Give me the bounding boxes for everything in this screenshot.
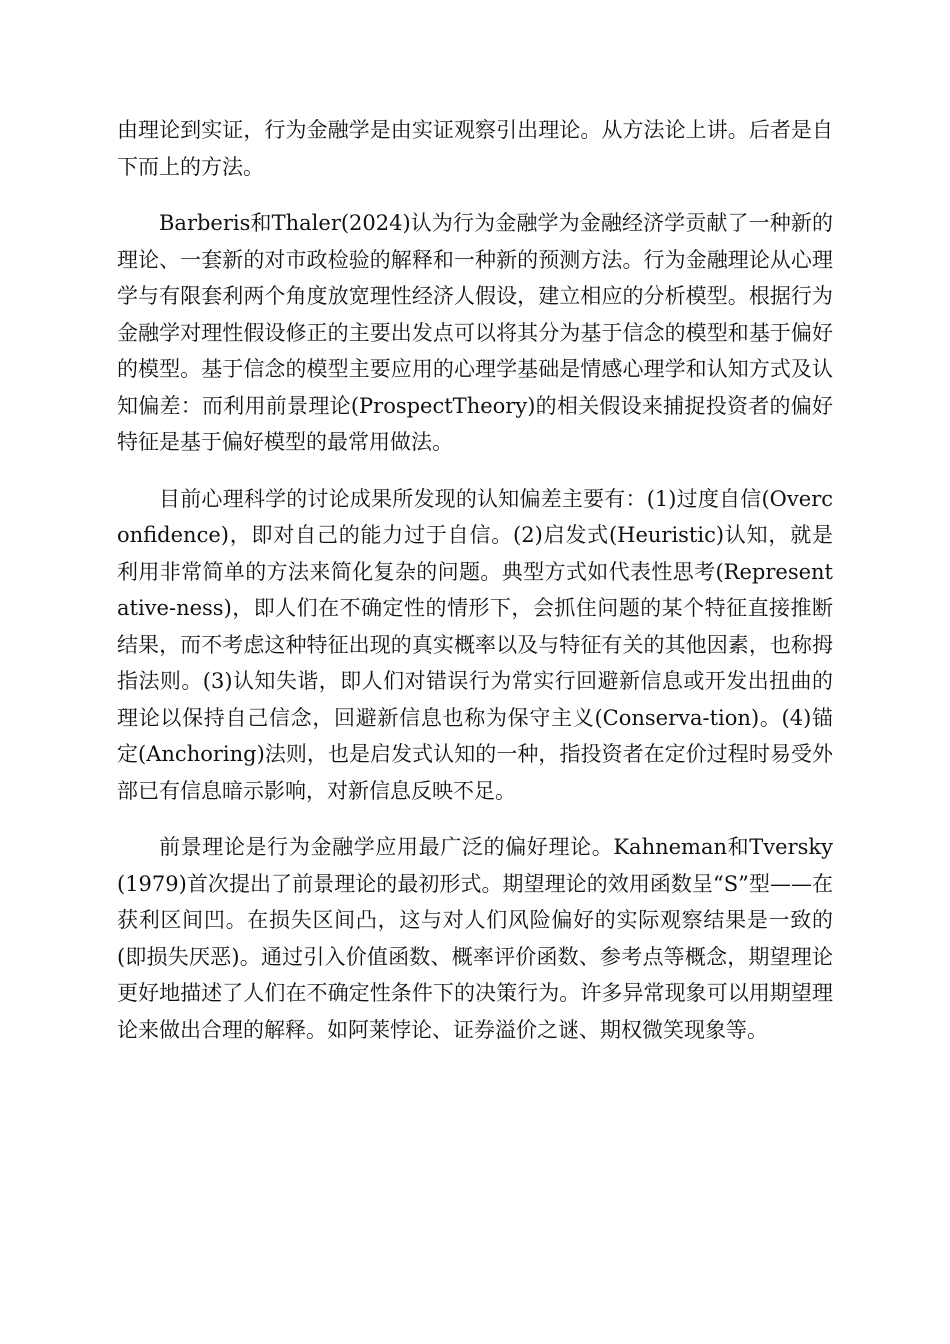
paragraph-2: Barberis和Thaler(2024)认为行为金融学为金融经济学贡献了一种新的理论、一套新的对市政检验的解释和一种新的预测方法。行为金融理论从心理学与有限套利两个角度放宽理性经济人假设，建立相应的分析模型。根据行为金融学对理性假设修正的主要出发点可以将其分为基于信念的模型和基于偏好的模型。基于信念的模型主要应用的心理学基础是情感心理学和认知方式及认知偏差：而利用前景理论(ProspectTheory)的相关假设来捕捉投资者的偏好特征是基于偏好模型的最常用做法。 <box>117 211 833 454</box>
paragraph-1: 由理论到实证，行为金融学是由实证观察引出理论。从方法论上讲。后者是自下而上的方法。 <box>117 118 833 179</box>
document-page <box>117 112 833 1068</box>
paragraph-4: 前景理论是行为金融学应用最广泛的偏好理论。Kahneman和Tversky(1979)首次提出了前景理论的最初形式。期望理论的效用函数呈“S”型——在获利区间凹。在损失区间凸，这与对人们风险偏好的实际观察结果是一致的(即损失厌恶)。通过引入价值函数、概率评价函数、参考点等概念，期望理论更好地描述了人们在不确定性条件下的决策行为。许多异常现象可以用期望理论来做出合理的解释。如阿莱悖论、证券溢价之谜、期权微笑现象等。 <box>117 835 833 1042</box>
paragraph-3: 目前心理科学的讨论成果所发现的认知偏差主要有：(1)过度自信(Overconfidence)，即对自己的能力过于自信。(2)启发式(Heuristic)认知，就是利用非常简单的方法来简化复杂的问题。典型方式如代表性思考(Representative-ness)，即人们在不确定性的情形下，会抓住问题的某个特征直接推断结果，而不考虑这种特征出现的真实概率以及与特征有关的其他因素，也称拇指法则。(3)认知失谐，即人们对错误行为常实行回避新信息或开发出扭曲的理论以保持自己信念，回避新信息也称为保守主义(Conserva-tion)。(4)锚定(Anchoring)法则，也是启发式认知的一种，指投资者在定价过程时易受外部已有信息暗示影响，对新信息反映不足。 <box>117 486 834 803</box>
